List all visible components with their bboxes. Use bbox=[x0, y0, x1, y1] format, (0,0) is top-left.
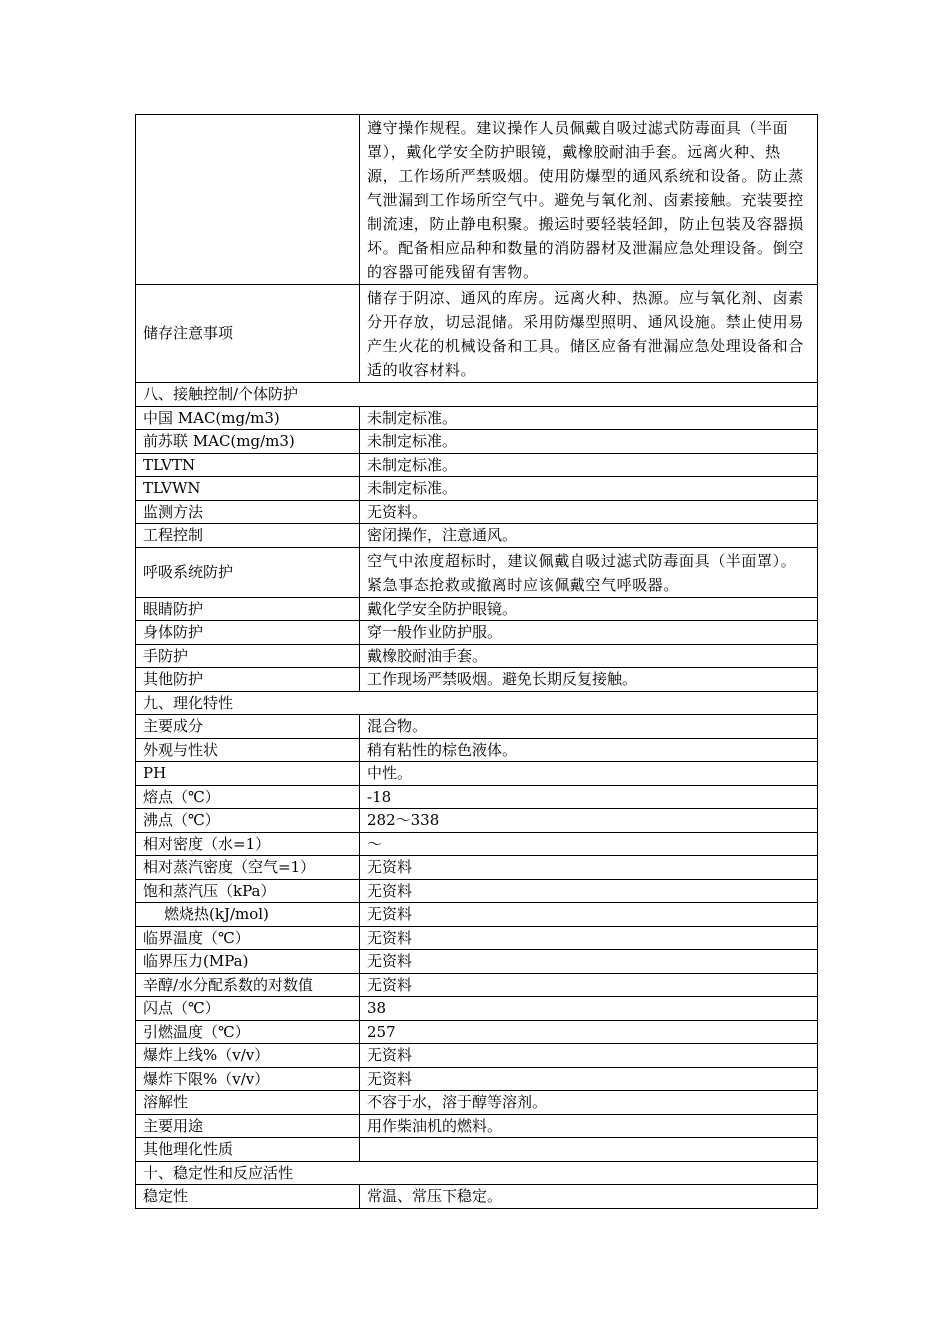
row-label: 熔点（℃） bbox=[136, 785, 360, 809]
row-value: 戴橡胶耐油手套。 bbox=[360, 644, 818, 668]
table-row bbox=[136, 997, 818, 1021]
row-label: 相对密度（水=1） bbox=[136, 832, 360, 856]
section-header-10 bbox=[136, 1161, 818, 1185]
operation-label bbox=[136, 115, 360, 285]
row-value: 未制定标准。 bbox=[360, 453, 818, 477]
table-row bbox=[136, 430, 818, 454]
table-row bbox=[136, 1044, 818, 1068]
table-row bbox=[136, 1114, 818, 1138]
row-value: 常温、常压下稳定。 bbox=[360, 1185, 818, 1209]
row-value: 混合物。 bbox=[360, 715, 818, 739]
table-row bbox=[136, 453, 818, 477]
table-row bbox=[136, 1091, 818, 1115]
row-label: 临界压力(MPa) bbox=[136, 950, 360, 974]
row-value: 密闭操作，注意通风。 bbox=[360, 524, 818, 548]
row-value: 282～338 bbox=[360, 809, 818, 833]
row-label: 呼吸系统防护 bbox=[136, 547, 360, 597]
table-row bbox=[136, 500, 818, 524]
row-label: 前苏联 MAC(mg/m3) bbox=[136, 430, 360, 454]
table-row bbox=[136, 644, 818, 668]
section-title: 十、稳定性和反应活性 bbox=[136, 1161, 818, 1185]
table-row bbox=[136, 832, 818, 856]
table-row bbox=[136, 879, 818, 903]
table-row bbox=[136, 621, 818, 645]
operation-text: 遵守操作规程。建议操作人员佩戴自吸过滤式防毒面具（半面罩），戴化学安全防护眼镜，戴橡胶耐油手套。远离火种、热源，工作场所严禁吸烟。使用防爆型的通风系统和设备。防止蒸气泄漏到工作场所空气中。避免与氧化剂、卤素接触。充装要控制流速，防止静电积聚。搬运时要轻装轻卸，防止包装及容器损坏。配备相应品种和数量的消防器材及泄漏应急处理设备。倒空的容器可能残留有害物。 bbox=[360, 115, 818, 285]
row-label: 爆炸上线%（v/v） bbox=[136, 1044, 360, 1068]
row-label: 爆炸下限%（v/v） bbox=[136, 1067, 360, 1091]
table-row bbox=[136, 406, 818, 430]
row-label: PH bbox=[136, 762, 360, 786]
row-value: ～ bbox=[360, 832, 818, 856]
row-value: -18 bbox=[360, 785, 818, 809]
section-title: 八、接触控制/个体防护 bbox=[136, 383, 818, 407]
table-row bbox=[136, 762, 818, 786]
row-label: 饱和蒸汽压（kPa） bbox=[136, 879, 360, 903]
table-row bbox=[136, 1020, 818, 1044]
row-value: 未制定标准。 bbox=[360, 406, 818, 430]
row-label: 手防护 bbox=[136, 644, 360, 668]
row-label: TLVTN bbox=[136, 453, 360, 477]
row-value: 无资料 bbox=[360, 926, 818, 950]
row-label: 外观与性状 bbox=[136, 738, 360, 762]
row-value: 257 bbox=[360, 1020, 818, 1044]
table-row bbox=[136, 785, 818, 809]
table-row bbox=[136, 524, 818, 548]
row-value: 稍有粘性的棕色液体。 bbox=[360, 738, 818, 762]
row-label: 临界温度（℃） bbox=[136, 926, 360, 950]
row-label: 身体防护 bbox=[136, 621, 360, 645]
section-title: 九、理化特性 bbox=[136, 691, 818, 715]
row-label: 监测方法 bbox=[136, 500, 360, 524]
row-value: 无资料 bbox=[360, 903, 818, 927]
row-value: 穿一般作业防护服。 bbox=[360, 621, 818, 645]
storage-label: 储存注意事项 bbox=[136, 285, 360, 383]
row-value: 38 bbox=[360, 997, 818, 1021]
row-label: 沸点（℃） bbox=[136, 809, 360, 833]
msds-table bbox=[135, 114, 818, 1209]
row-value: 无资料 bbox=[360, 950, 818, 974]
table-row bbox=[136, 1067, 818, 1091]
row-label: 辛醇/水分配系数的对数值 bbox=[136, 973, 360, 997]
row-label: 其他理化性质 bbox=[136, 1138, 360, 1162]
table-row bbox=[136, 597, 818, 621]
row-label: 工程控制 bbox=[136, 524, 360, 548]
row-value: 无资料。 bbox=[360, 500, 818, 524]
row-value: 用作柴油机的燃料。 bbox=[360, 1114, 818, 1138]
row-label: 燃烧热(kJ/mol) bbox=[136, 903, 360, 927]
row-label: 引燃温度（℃） bbox=[136, 1020, 360, 1044]
table-row bbox=[136, 856, 818, 880]
row-value: 戴化学安全防护眼镜。 bbox=[360, 597, 818, 621]
table-row bbox=[136, 950, 818, 974]
row-label: 中国 MAC(mg/m3) bbox=[136, 406, 360, 430]
row-label: 其他防护 bbox=[136, 668, 360, 692]
row-value: 未制定标准。 bbox=[360, 477, 818, 501]
row-value: 无资料 bbox=[360, 856, 818, 880]
row-label: 主要成分 bbox=[136, 715, 360, 739]
row-value: 中性。 bbox=[360, 762, 818, 786]
row-value: 未制定标准。 bbox=[360, 430, 818, 454]
table-row bbox=[136, 738, 818, 762]
row-value: 无资料 bbox=[360, 973, 818, 997]
table-row bbox=[136, 809, 818, 833]
row-label: 闪点（℃） bbox=[136, 997, 360, 1021]
table-row bbox=[136, 1138, 818, 1162]
row-value bbox=[360, 1138, 818, 1162]
table-row bbox=[136, 668, 818, 692]
row-label: 主要用途 bbox=[136, 1114, 360, 1138]
table-row bbox=[136, 973, 818, 997]
row-value: 工作现场严禁吸烟。避免长期反复接触。 bbox=[360, 668, 818, 692]
table-row bbox=[136, 926, 818, 950]
section-header-9 bbox=[136, 691, 818, 715]
row-label: 稳定性 bbox=[136, 1185, 360, 1209]
table-row bbox=[136, 715, 818, 739]
table-row-operation bbox=[136, 115, 818, 285]
storage-text: 储存于阴凉、通风的库房。远离火种、热源。应与氧化剂、卤素分开存放，切忌混储。采用防爆型照明、通风设施。禁止使用易产生火花的机械设备和工具。储区应备有泄漏应急处理设备和合适的收容材料。 bbox=[360, 285, 818, 383]
table-row bbox=[136, 1185, 818, 1209]
row-value: 空气中浓度超标时，建议佩戴自吸过滤式防毒面具（半面罩）。紧急事态抢救或撤离时应该佩戴空气呼吸器。 bbox=[360, 547, 818, 597]
row-label: TLVWN bbox=[136, 477, 360, 501]
row-label: 相对蒸汽密度（空气=1） bbox=[136, 856, 360, 880]
row-label: 溶解性 bbox=[136, 1091, 360, 1115]
row-value: 不容于水，溶于醇等溶剂。 bbox=[360, 1091, 818, 1115]
table-row-storage bbox=[136, 285, 818, 383]
section-header-8 bbox=[136, 383, 818, 407]
table-row bbox=[136, 547, 818, 597]
row-value: 无资料 bbox=[360, 1067, 818, 1091]
row-value: 无资料 bbox=[360, 879, 818, 903]
table-row bbox=[136, 477, 818, 501]
row-value: 无资料 bbox=[360, 1044, 818, 1068]
table-row bbox=[136, 903, 818, 927]
row-label: 眼睛防护 bbox=[136, 597, 360, 621]
